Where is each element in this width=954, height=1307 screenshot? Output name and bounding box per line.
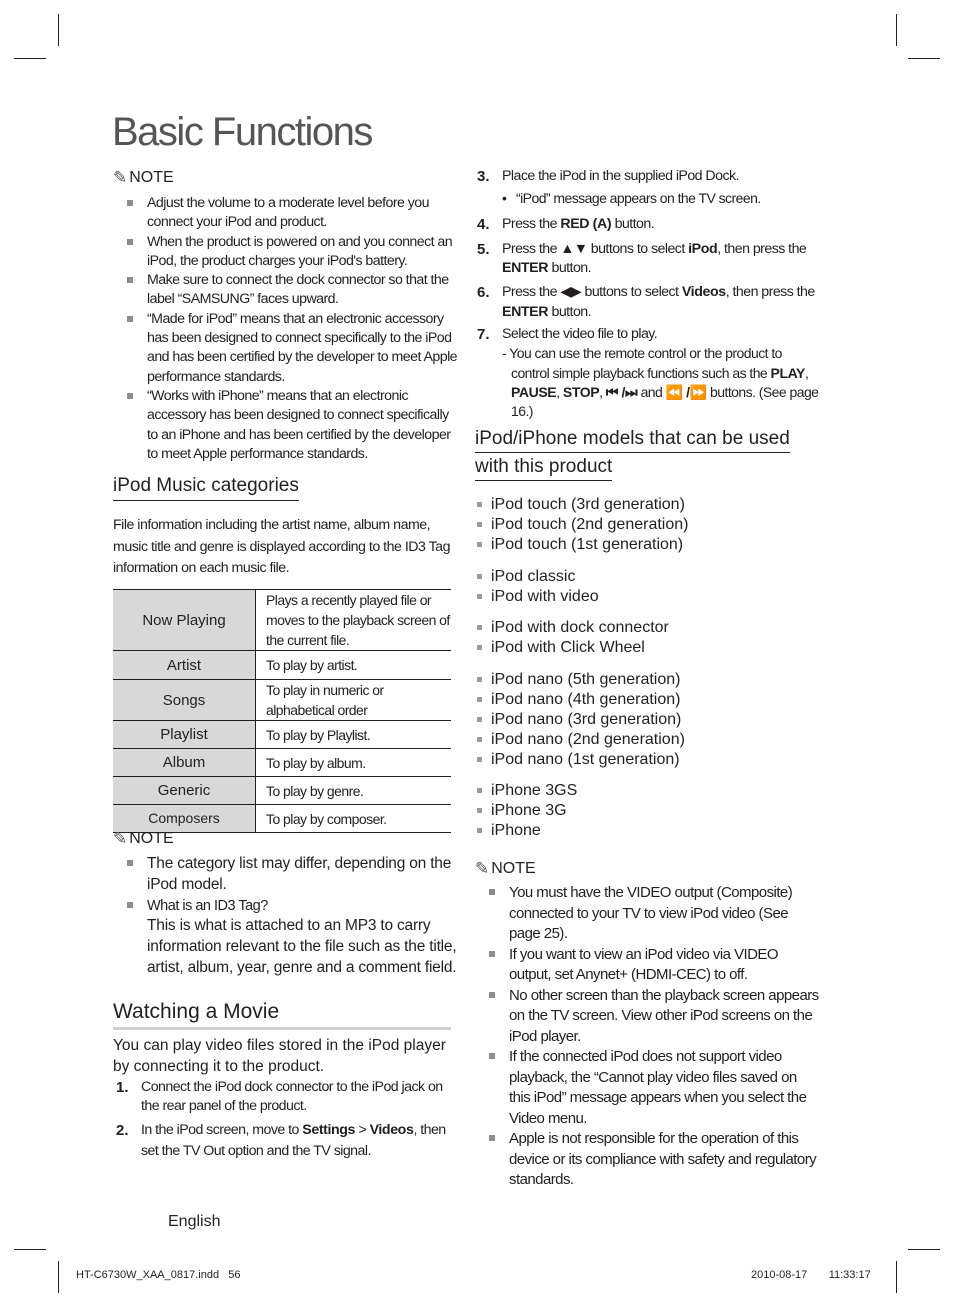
note-heading: [113, 827, 458, 851]
category-key: Playlist: [113, 721, 256, 749]
list-item: iPod touch (3rd generation): [475, 495, 688, 515]
bullet-square-icon: [477, 645, 482, 650]
note-heading: [475, 857, 820, 881]
list-item: iPod with Click Wheel: [475, 638, 669, 658]
list-item: iPod nano (3rd generation): [475, 710, 685, 730]
bullet-square-icon: [489, 951, 495, 957]
table-row: [113, 590, 451, 651]
list-item: 4. Press the RED (A) button.: [477, 215, 655, 233]
note-label: NOTE: [491, 860, 536, 877]
crop-mark: [896, 14, 897, 46]
list-item: iPod with video: [475, 587, 599, 607]
table-row: [113, 749, 451, 777]
category-key: Generic: [113, 777, 256, 805]
model-group: [475, 781, 577, 841]
bullet-square-icon: [477, 502, 482, 507]
music-intro: File information including the artist name, album name, music title and genre is displayed according to the ID3 Tag information on each music file.: [113, 517, 450, 576]
left-column: [113, 166, 458, 465]
pencil-icon: ✎: [113, 168, 128, 187]
step-sub-bullet: • “iPod” message appears on the TV screen.: [502, 189, 819, 208]
list-item: iPhone 3GS: [475, 781, 577, 801]
bullet-square-icon: [127, 200, 133, 206]
list-item: If you want to view an iPod video via VIDEO output, set Anynet+ (HDMI-CEC) to off.: [475, 945, 820, 986]
step-number: 6.: [477, 284, 490, 302]
movie-steps: [113, 1078, 453, 1162]
bullet-square-icon: [127, 239, 133, 245]
music-categories-table: [113, 589, 451, 833]
bullet-square-icon: [477, 625, 482, 630]
category-value: To play by artist.: [256, 651, 452, 680]
category-key: Composers: [113, 805, 256, 833]
bullet-square-icon: [477, 522, 482, 527]
search-buttons-icon: ⏪ /⏩: [665, 383, 707, 400]
note-list: [113, 854, 458, 979]
list-item: iPod with dock connector: [475, 618, 669, 638]
model-group: [475, 567, 599, 607]
bullet-square-icon: [477, 574, 482, 579]
list-item: iPhone: [475, 821, 577, 841]
note-label: NOTE: [129, 830, 174, 847]
list-item: “Works with iPhone” means that an electronic accessory has been designed to connect specifically to an iPhone and has been certified by the developer to meet Apple performance standards.: [113, 387, 458, 465]
list-item: Make sure to connect the dock connector so that the label “SAMSUNG” faces upward.: [113, 271, 458, 310]
table-row: [113, 777, 451, 805]
note-label: NOTE: [129, 169, 174, 186]
list-item: [113, 896, 458, 979]
bullet-square-icon: [477, 808, 482, 813]
list-item: iPod touch (1st generation): [475, 535, 688, 555]
model-group: [475, 670, 685, 770]
model-group: [475, 618, 669, 658]
list-item: Apple is not responsible for the operation of this device or its compliance with safety and regulatory standards.: [475, 1129, 820, 1191]
list-item: iPod nano (4th generation): [475, 690, 685, 710]
list-item: No other screen than the playback screen appears on the TV screen. View other iPod screens on the iPod player.: [475, 986, 820, 1048]
bullet-square-icon: [127, 316, 133, 322]
bullet-dot-icon: •: [502, 190, 507, 207]
pencil-icon: ✎: [475, 859, 490, 878]
list-item: “Made for iPod” means that an electronic accessory has been designed to connect specifically to the iPod and has been certified by the developer to meet Apple performance standards.: [113, 310, 458, 387]
bullet-square-icon: [477, 788, 482, 793]
crop-mark: [896, 1261, 897, 1293]
bullet-square-icon: [477, 717, 482, 722]
table-row: [113, 651, 451, 680]
list-item: If the connected iPod does not support video playback, the “Cannot play video files saved on this iPod” message appears when you select the Video menu.: [475, 1047, 820, 1129]
id3-question: What is an ID3 Tag?: [147, 897, 268, 914]
note-2: [113, 827, 458, 979]
footer-language: English: [168, 1213, 221, 1230]
crop-mark: [58, 1261, 59, 1293]
list-item: 2. In the iPod screen, move to Settings > Videos, then set the TV Out option and the TV signal.: [116, 1121, 446, 1159]
list-item: iPhone 3G: [475, 801, 577, 821]
print-timestamp: 2010-08-17 11:33:17: [751, 1269, 871, 1281]
step-number: 5.: [477, 240, 490, 258]
category-key: Artist: [113, 651, 256, 680]
list-item: When the product is powered on and you connect an iPod, the product charges your iPod's battery.: [113, 233, 458, 272]
bullet-square-icon: [477, 542, 482, 547]
list-item: iPod nano (1st generation): [475, 750, 685, 770]
category-key: Now Playing: [113, 590, 256, 651]
table-row: [113, 721, 451, 749]
step-number: 2.: [116, 1121, 129, 1139]
step-number: 3.: [477, 168, 490, 185]
bullet-square-icon: [489, 889, 495, 895]
model-group: [475, 495, 688, 555]
table-row: [113, 680, 451, 721]
list-item: The category list may differ, depending on the iPod model.: [113, 854, 458, 896]
list-item: 3. Place the iPod in the supplied iPod Dock. • “iPod” message appears on the TV screen.: [474, 167, 819, 209]
watching-movie-heading: Watching a Movie: [113, 998, 451, 1030]
category-value: To play by Playlist.: [256, 721, 452, 749]
category-key: Album: [113, 749, 256, 777]
crop-mark: [14, 58, 46, 59]
category-value: Plays a recently played file or moves to the playback screen of the current file.: [256, 590, 452, 651]
note-3: [475, 857, 820, 1191]
movie-intro: You can play video files stored in the iPod player by connecting it to the product.: [113, 1037, 446, 1075]
bullet-square-icon: [477, 697, 482, 702]
list-item: iPod nano (5th generation): [475, 670, 685, 690]
crop-mark: [14, 1249, 46, 1250]
bullet-square-icon: [477, 677, 482, 682]
music-categories-heading: iPod Music categories: [113, 473, 299, 501]
list-item: 6. Press the ◀▶ buttons to select Videos, then press the ENTER button.: [477, 284, 815, 320]
note-heading: [113, 166, 458, 190]
list-item: iPod nano (2nd generation): [475, 730, 685, 750]
bullet-square-icon: [477, 828, 482, 833]
bullet-square-icon: [127, 393, 133, 399]
bullet-square-icon: [477, 737, 482, 742]
list-item: 1. Connect the iPod dock connector to the iPod jack on the rear panel of the product.: [116, 1079, 443, 1115]
note-list: [113, 194, 458, 465]
bullet-square-icon: [489, 992, 495, 998]
id3-answer: This is what is attached to an MP3 to carry information relevant to the file such as the title, artist, album, year, genre and a comment field.: [147, 917, 457, 976]
list-item: iPod classic: [475, 567, 599, 587]
skip-buttons-icon: ⏮ /⏭: [605, 383, 638, 400]
step-number: 7.: [477, 326, 490, 344]
step-number: 1.: [116, 1079, 129, 1096]
bullet-square-icon: [127, 860, 133, 866]
category-value: To play by album.: [256, 749, 452, 777]
bullet-square-icon: [477, 594, 482, 599]
bullet-square-icon: [489, 1053, 495, 1059]
bullet-square-icon: [489, 1135, 495, 1141]
print-file-name: HT-C6730W_XAA_0817.indd 56: [76, 1269, 241, 1281]
step-sub-note: - You can use the remote control or the product to control simple playback functions such as the PLAY, PAUSE, STOP, ⏮ /⏭ and ⏪ /⏩ buttons. (See page 16.): [502, 345, 819, 420]
step-number: 4.: [477, 215, 490, 233]
list-item: 7. Select the video file to play. - You can use the remote control or the product to control simple playback functions such as the PLAY, PAUSE, STOP, ⏮ /⏭ and ⏪ /⏩ buttons. (See page 16.): [474, 325, 819, 421]
list-item: 5. Press the ▲▼ buttons to select iPod, then press the ENTER button.: [477, 240, 807, 277]
crop-mark: [58, 14, 59, 46]
category-value: To play by genre.: [256, 777, 452, 805]
list-item: iPod touch (2nd generation): [475, 515, 688, 535]
pencil-icon: ✎: [113, 829, 128, 848]
list-item: You must have the VIDEO output (Composite) connected to your TV to view iPod video (See page 25).: [475, 883, 820, 945]
list-item: Adjust the volume to a moderate level before you connect your iPod and product.: [113, 194, 458, 233]
category-value: To play in numeric or alphabetical order: [256, 680, 452, 721]
models-heading: iPod/iPhone models that can be used with this product: [475, 426, 810, 481]
page-title: Basic Functions: [112, 110, 372, 154]
crop-mark: [908, 1249, 940, 1250]
bullet-square-icon: [127, 902, 133, 908]
category-value: To play by composer.: [256, 805, 452, 833]
category-key: Songs: [113, 680, 256, 721]
bullet-square-icon: [127, 277, 133, 283]
crop-mark: [908, 58, 940, 59]
bullet-square-icon: [477, 757, 482, 762]
movie-steps-continued: [474, 167, 819, 422]
note-list: [475, 883, 820, 1191]
